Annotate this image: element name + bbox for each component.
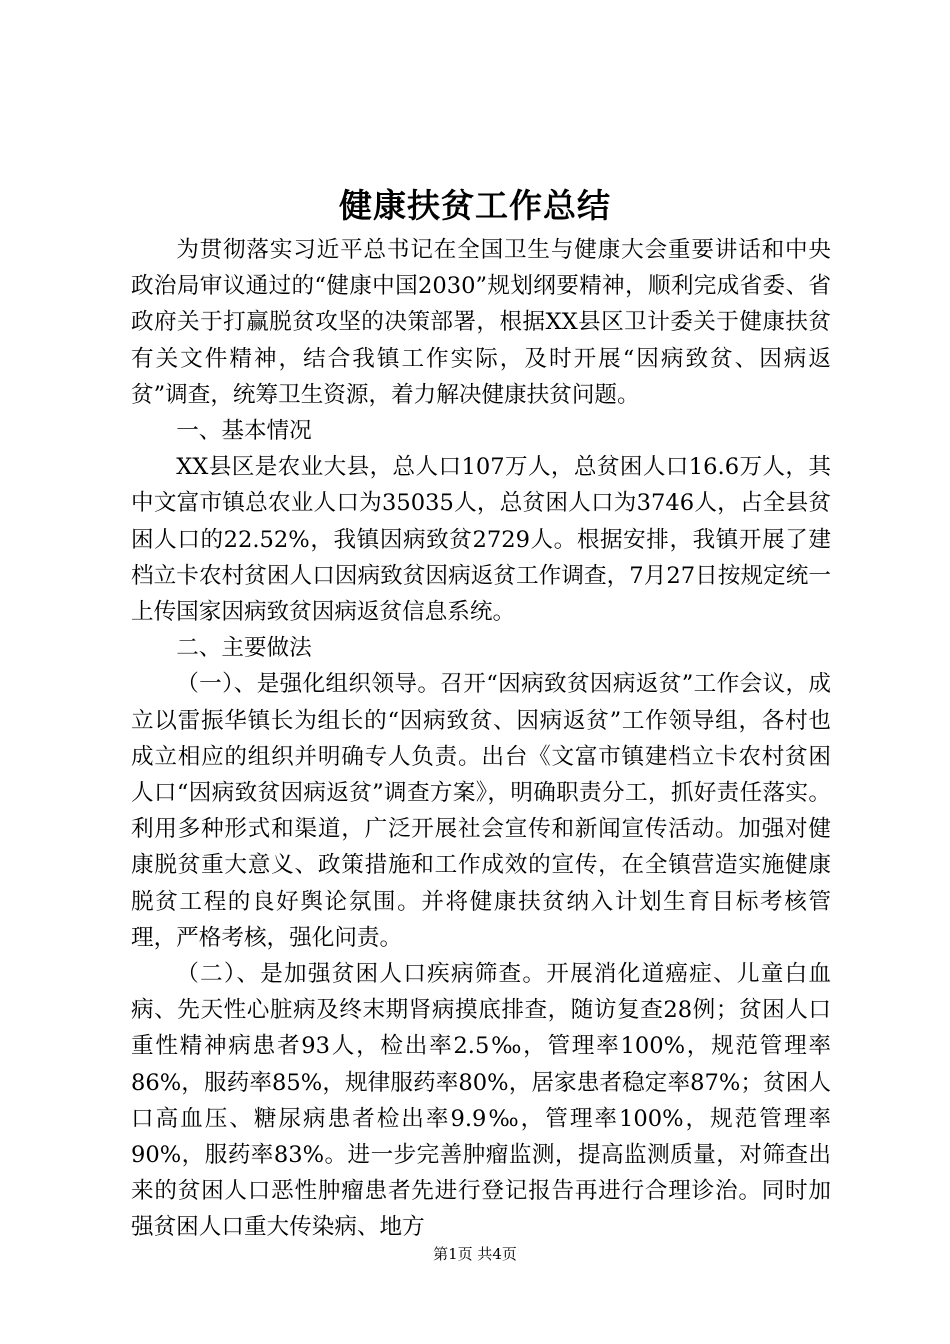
practice-one-paragraph: （一）、是强化组织领导。召开“因病致贫因病返贫”工作会议，成立以雷振华镇长为组长的“因病致贫、因病返贫”工作领导组，各村也成立相应的组织并明确专人负责。出台《文富市镇建档立卡农村贫困人口“因病致贫因病返贫”调查方案》，明确职责分工，抓好责任落实。利用多种形式和渠道，广泛开展社会宣传和新闻宣传活动。加强对健康脱贫重大意义、政策措施和工作成效的宣传，在全镇营造实施健康脱贫工程的良好舆论氛围。并将健康扶贫纳入计划生育目标考核管理，严格考核，强化问责。 [131,671,831,951]
document-body [131,232,831,1246]
document-title: 健康扶贫工作总结 [339,186,611,225]
page-number-footer: 第1页 共4页 [433,1245,517,1263]
intro-paragraph: 为贯彻落实习近平总书记在全国卫生与健康大会重要讲话和中央政治局审议通过的“健康中国2030”规划纲要精神，顺利完成省委、省政府关于打赢脱贫攻坚的决策部署，根据XX县区卫计委关于健康扶贫有关文件精神，结合我镇工作实际，及时开展“因病致贫、因病返贫”调查，统筹卫生资源，着力解决健康扶贫问题。 [131,237,831,408]
basic-situation-paragraph: XX县区是农业大县，总人口107万人，总贫困人口16.6万人，其中文富市镇总农业人口为35035人，总贫困人口为3746人，占全县贫困人口的22.52%，我镇因病致贫2729人。根据安排，我镇开展了建档立卡农村贫困人口因病致贫因病返贫工作调查，7月27日按规定统一上传国家因病致贫因病返贫信息系统。 [131,454,831,626]
practice-two-paragraph: （二）、是加强贫困人口疾病筛查。开展消化道癌症、儿童白血病、先天性心脏病及终末期肾病摸底排查，随访复查28例；贫困人口重性精神病患者93人，检出率2.5‰，管理率100%，规范管理率86%，服药率85%，规律服药率80%，居家患者稳定率87%；贫困人口高血压、糖尿病患者检出率9.9‰，管理率100%，规范管理率90%，服药率83%。进一步完善肿瘤监测，提高监测质量，对筛查出来的贫困人口恶性肿瘤患者先进行登记报告再进行合理诊治。同时加强贫困人口重大传染病、地方 [131,961,831,1241]
section-heading-basic-situation: 一、基本情况 [176,418,312,445]
section-heading-main-practices: 二、主要做法 [176,635,312,662]
